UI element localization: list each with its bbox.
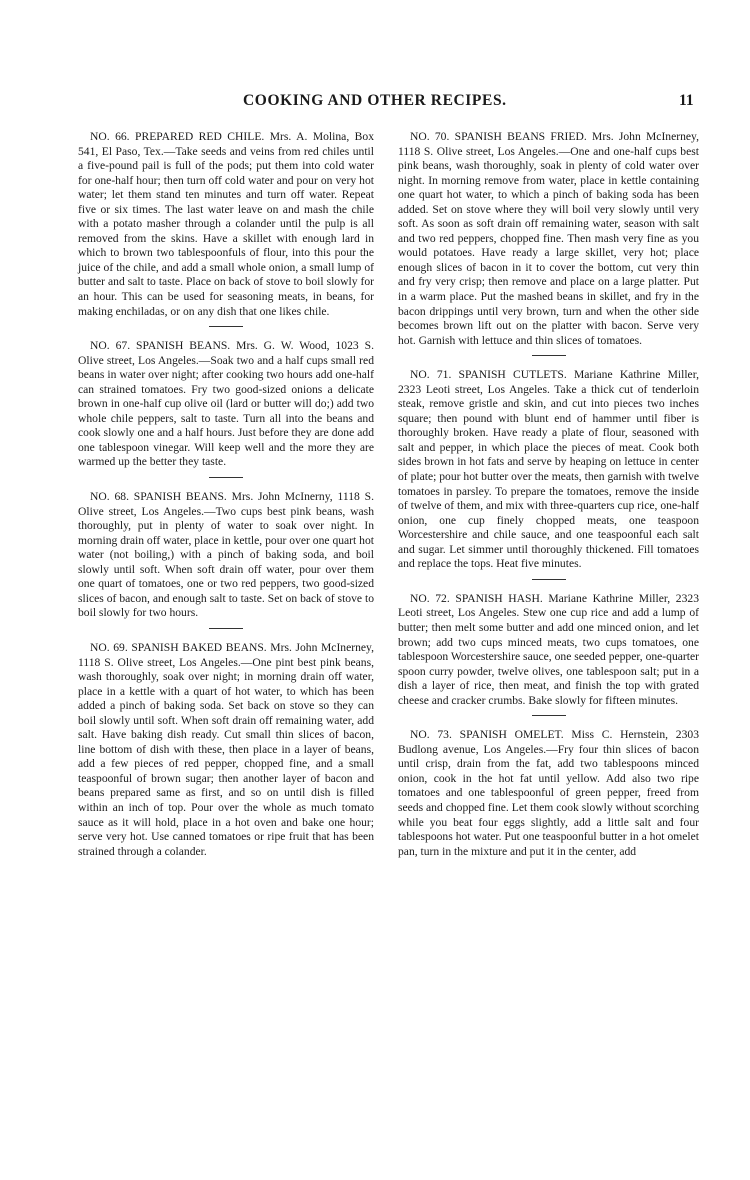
recipe-67: NO. 67. SPANISH BEANS. Mrs. G. W. Wood, 1023 S. Olive street, Los Angeles.—Soak two and a half cups small red beans in water over night; after cooking two hours add one-half can strained tomatoes. Fry two good-sized onions a delicate brown in one-half cup olive oil (lard or butter will do;) add two whole chile peppers, salt to taste. Turn all into the beans and cook slowly one and a half hours. Just before they are done add one tablespoon vinegar. Will keep well and the more they are warmed up the better they taste.: [78, 339, 374, 469]
recipe-72: NO. 72. SPANISH HASH. Mariane Kathrine Miller, 2323 Leoti street, Los Angeles. Stew one cup rice and add a lump of butter; then melt some butter and add one minced onion, and let brown; add two cups minced meats, two cups tomatoes, one tablespoon Worcestershire sauce, one seeded pepper, one-quarter spoon curry powder, twelve olives, one tablespoon salt; put in a dish a layer of rice, then meat, and finish the top with grated cheese and cracker crumbs. Bake slowly for fifteen minutes.: [398, 591, 699, 707]
recipe-divider: [209, 477, 243, 478]
recipe-divider: [209, 326, 243, 327]
recipe-73: NO. 73. SPANISH OMELET. Miss C. Hernstein, 2303 Budlong avenue, Los Angeles.—Fry four thin slices of bacon until crisp, drain from the fat, add two tablespoons minced onion, cook in the hot fat until yellow. Add also two ripe tomatoes and one tablespoonful of green pepper, freed from seeds and chopped fine. Let them cook slowly without scorching while you beat four eggs slightly, add a little salt and four tablespoons hot water. Put one teaspoonful butter in a hot omelet pan, turn in the mixture and put it in the center, add: [398, 728, 699, 858]
recipe-divider: [209, 628, 243, 629]
left-column: [78, 130, 374, 859]
recipe-divider: [532, 355, 566, 356]
recipe-71: NO. 71. SPANISH CUTLETS. Mariane Kathrine Miller, 2323 Leoti street, Los Angeles. Take a thick cut of tenderloin steak, remove gristle and skin, and cut into pieces two inches square; then pound with blunt end of hammer until fiber is thoroughly broken. Have ready a plate of flour, seasoned with salt and pepper, in which place the pieces of meat. Cook both sides brown in hot fats and serve by heaping on lettuce in center of plate; pour hot butter over the meats, then garnish with twelve tomatoes in parsley. To prepare the tomatoes, remove the inside of twelve of them, and mix with three-quarters cup rice, one-half onion, one cup finely chopped meats, one teaspoon Worcestershire and chile sauce, and one teaspoonful each salt and sugar. Let simmer until thoroughly thickened. Fill tomatoes and replace the tops. Heat five minutes.: [398, 368, 699, 571]
page-number: 11: [679, 92, 694, 109]
right-column: [398, 130, 699, 859]
running-title: COOKING AND OTHER RECIPES.: [243, 92, 507, 109]
recipe-66: NO. 66. PREPARED RED CHILE. Mrs. A. Molina, Box 541, El Paso, Tex.—Take seeds and veins from red chiles until a five-pound pail is full of the pods; put them into cold water for one-half hour; then turn off cold water and pour on very hot water; let them stand ten minutes and turn off water. Repeat five or six times. The last water leave on and mash the chile with a potato masher through a colander until the pulp is all removed from the skins. Have a skillet with enough lard in which to brown two tablespoonfuls of flour, into this pour the juice of the chile, and add a small whole onion, a small lump of butter and salt to taste. Place on back of stove to boil slowly for an hour. This can be used for seasoning meats, in beans, for making enchiladas, or on any dish that one likes chile.: [78, 130, 374, 318]
page-header: [0, 92, 750, 114]
recipe-divider: [532, 579, 566, 580]
recipe-69: NO. 69. SPANISH BAKED BEANS. Mrs. John McInerney, 1118 S. Olive street, Los Angeles.—One pint best pink beans, wash thoroughly, soak over night; in morning drain off water, place in a kettle with a quart of hot water, to which has been added a pinch of baking soda. Set back on stove so they can boil slowly until soft. When soft drain off remaining water, add salt. Have baking dish ready. Cut small thin slices of bacon, line bottom of dish with these, then place in a layer of beans, add a few pieces of red pepper, chopped fine, and a small teaspoonful of brown sugar; then another layer of bacon and beans prepared same as first, and so on until dish is filled within an inch of top. Pour over the whole as much tomato sauce as it will hold, place in a hot oven and bake one hour; serve very hot. Use canned tomatoes or ripe fruit that has been strained through a colander.: [78, 640, 374, 858]
recipe-divider: [532, 715, 566, 716]
recipe-68: NO. 68. SPANISH BEANS. Mrs. John McInerny, 1118 S. Olive street, Los Angeles.—Two cups best pink beans, wash thoroughly, put in plenty of water to soak over night. In morning drain off water, place in kettle, pour over one quart hot water (not boiling,) with a pinch of baking soda, and boil slowly until soft. When soft drain off water, pour over them one quart of tomatoes, one or two red peppers, two good-sized slices of bacon, and enough salt to taste. Set on back of stove to boil slowly for two hours.: [78, 490, 374, 620]
recipe-70: NO. 70. SPANISH BEANS FRIED. Mrs. John McInerney, 1118 S. Olive street, Los Angeles.—One and one-half cups best pink beans, wash thoroughly, soak in plenty of cold water over night. In morning remove from water, place in kettle containing one quart hot water, to which a pinch of baking soda has been added. Set on stove where they will boil very slowly until very soft. As soon as soft drain off remaining water, season with salt and two red peppers, chopped fine. Then mash very fine as you would potatoes. Have ready a large skillet, very hot; place enough slices of bacon in it to cover the bottom, cut very thin and fry very crisp; then remove and place on a large platter. Put in a warm place. Put the mashed beans in skillet, and fry in the bacon drippings until very brown, turn and when the other side becomes brown lift out on the platter with bacon. Serve very hot. Garnish with lettuce and thin slices of tomatoes.: [398, 130, 699, 347]
